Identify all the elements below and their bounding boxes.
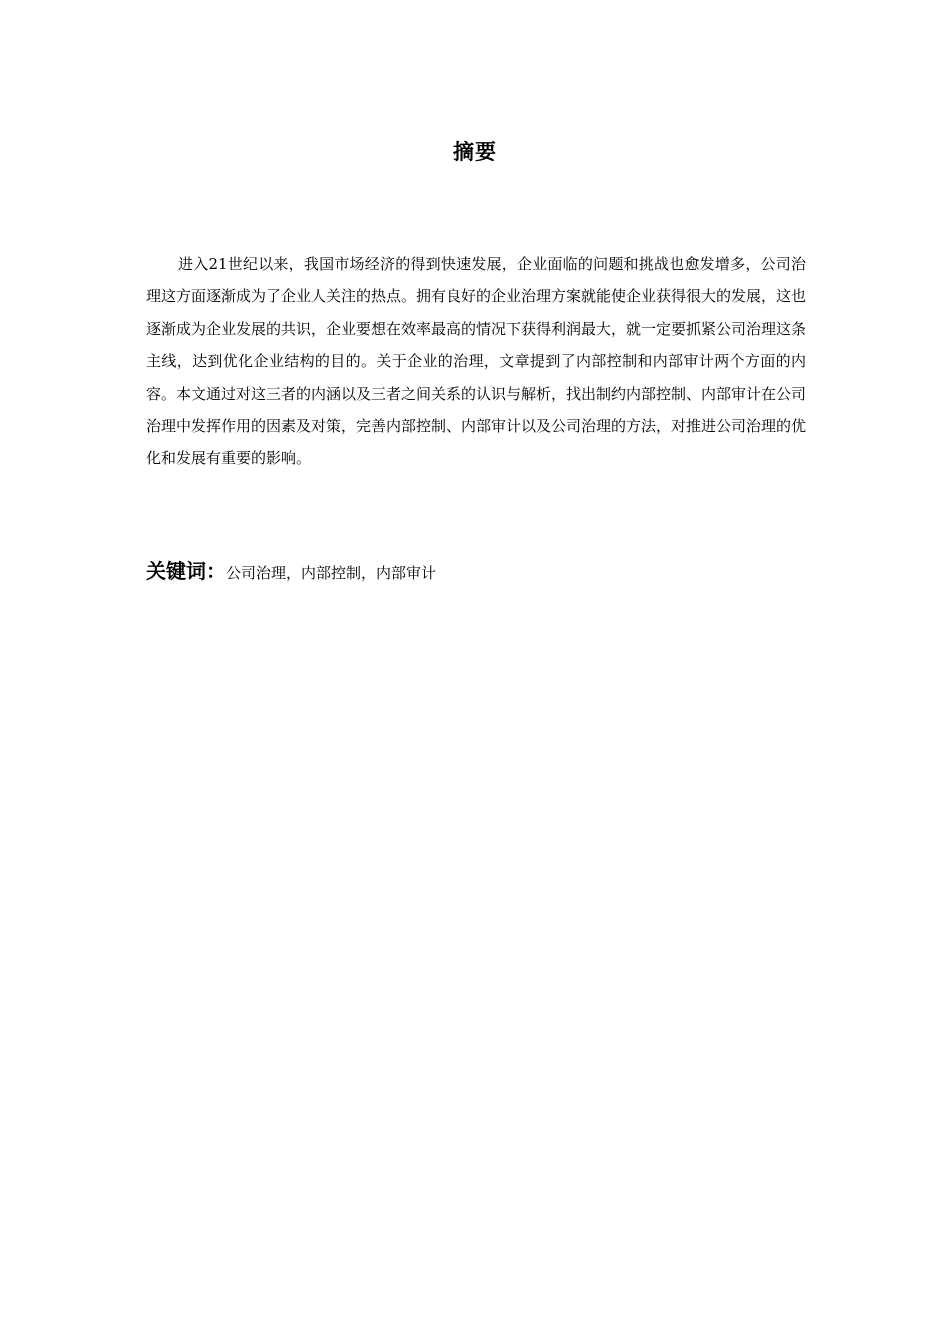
- keywords-text: 公司治理，内部控制，内部审计: [226, 564, 437, 582]
- abstract-paragraph: 进入21世纪以来，我国市场经济的得到快速发展，企业面临的问题和挑战也愈发增多，公司治理这方面逐渐成为了企业人关注的热点。拥有良好的企业治理方案就能使企业获得很大的发展，这也逐渐成为企业发展的共识，企业要想在效率最高的情况下获得利润最大，就一定要抓紧公司治理这条主线，达到优化企业结构的目的。关于企业的治理，文章提到了内部控制和内部审计两个方面的内容。本文通过对这三者的内涵以及三者之间关系的认识与解析，找出制约内部控制、内部审计在公司治理中发挥作用的因素及对策，完善内部控制、内部审计以及公司治理的方法，对推进公司治理的优化和发展有重要的影响。: [146, 255, 807, 468]
- keywords-line: [146, 556, 806, 588]
- page-title: 摘要: [453, 140, 497, 164]
- keywords-label: 关键词：: [146, 559, 226, 583]
